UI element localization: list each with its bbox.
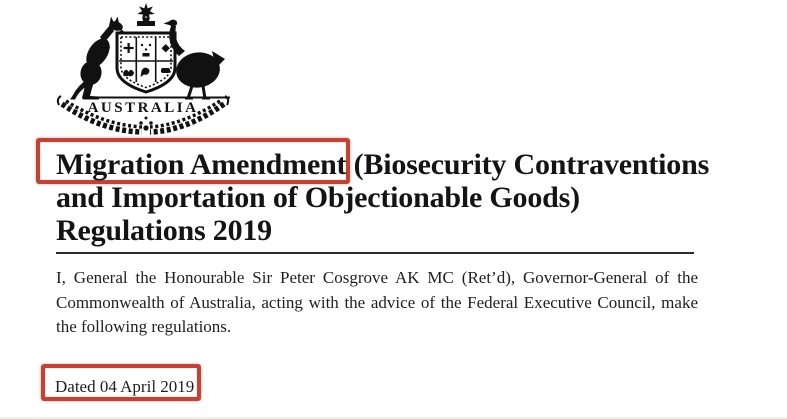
title-line-1: Migration Amendment (Biosecurity Contraventions bbox=[56, 148, 710, 181]
enacting-paragraph: I, General the Honourable Sir Peter Cosgrove AK MC (Ret’d), Governor-General of the Commonwealth of Australia, acting with the advice of the Federal Executive Council, make the following regulations. bbox=[56, 268, 698, 336]
shield-icon bbox=[117, 33, 175, 92]
document-title bbox=[56, 148, 709, 247]
australian-coat-of-arms bbox=[46, 1, 258, 135]
commonwealth-star-icon bbox=[137, 3, 155, 26]
title-line-3: Regulations 2019 bbox=[56, 214, 272, 247]
dated-line: Dated 04 April 2019 bbox=[55, 377, 195, 396]
title-underline bbox=[56, 252, 694, 254]
title-line-2: and Importation of Objectionable Goods) bbox=[56, 181, 580, 214]
ground-line bbox=[86, 97, 230, 99]
australia-banner-label: AUSTRALIA bbox=[87, 100, 199, 116]
coat-of-arms-graphic bbox=[46, 1, 258, 135]
